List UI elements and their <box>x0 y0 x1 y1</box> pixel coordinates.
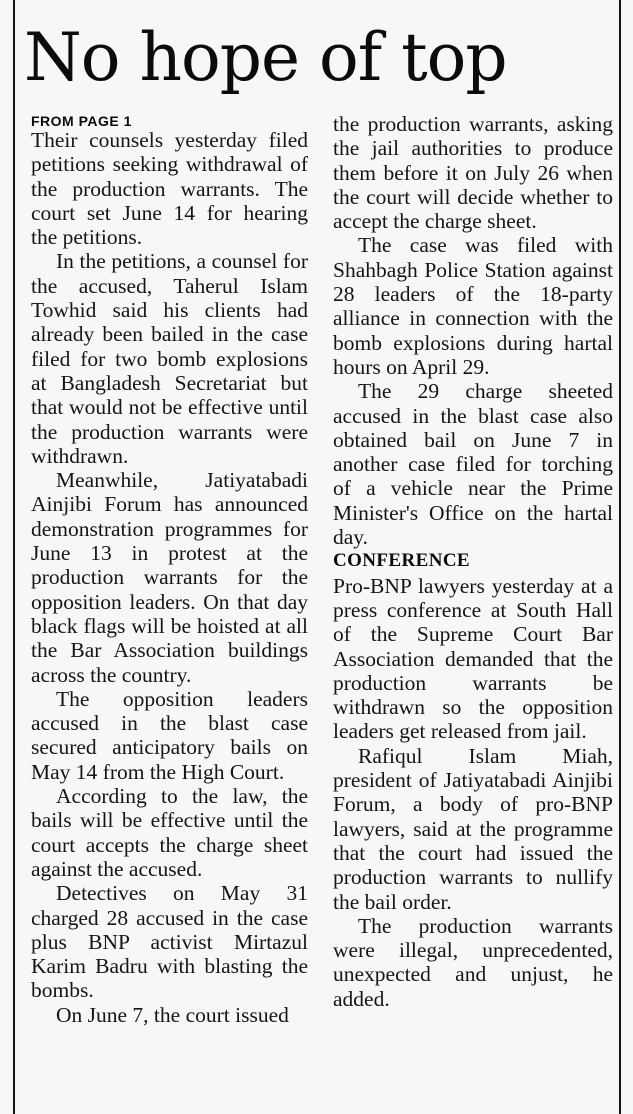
paragraph: Detectives on May 31 charged 28 accused in the case plus BNP activist Mirtazul Karim Badru with blasting the bombs. <box>31 881 308 1003</box>
right-column <box>333 112 613 1011</box>
paragraph: Meanwhile, Jatiyatabadi Ainjibi Forum has announced demonstration programmes for June 13 in protest at the production warrants for the opposition leaders. On that day black flags will be hoisted at all the Bar Association buildings across the country. <box>31 468 308 687</box>
paragraph: On June 7, the court issued <box>56 1002 289 1027</box>
paragraph: Rafiqul Islam Miah, president of Jatiyatabadi Ainjibi Forum, a body of pro-BNP lawyers, said at the programme that the court had issued the production warrants to nullify the bail order. <box>333 743 613 914</box>
left-border-rule <box>13 0 15 1114</box>
paragraph: According to the law, the bails will be effective until the court accepts the charge sheet against the accused. <box>31 784 308 881</box>
paragraph: The opposition leaders accused in the blast case secured anticipatory bails on May 14 from the High Court. <box>31 686 308 784</box>
paragraph: Pro-BNP lawyers yesterday at a press conference at South Hall of the Supreme Court Bar Association demanded that the production warrants be withdrawn so the opposition leaders get released from jail. <box>333 573 613 744</box>
left-column <box>31 112 308 1027</box>
right-border-rule <box>619 0 621 1114</box>
paragraph: The production warrants were illegal, unprecedented, unexpected and unjust, he added. <box>333 913 613 1011</box>
paragraph: The case was filed with Shahbagh Police Station against 28 leaders of the 18-party alliance in connection with the bomb explosions during hartal hours on April 29. <box>333 233 613 379</box>
paragraph: Their counsels yesterday filed petitions seeking withdrawal of the production warrants. The court set June 14 for hearing the petitions. <box>31 128 308 250</box>
kicker-from-page-1: FROM PAGE 1 <box>31 113 132 129</box>
paragraph: The 29 charge sheeted accused in the blast case also obtained bail on June 7 in another case filed for torching of a vehicle near the Prime Minister's Office on the hartal day. <box>333 379 613 550</box>
headline: No hope of top <box>24 19 507 96</box>
paragraph-continued: the production warrants, asking the jail authorities to produce them before it on July 26 when the court will decide whether to accept the charge sheet. <box>333 112 613 234</box>
paragraph: In the petitions, a counsel for the accused, Taherul Islam Towhid said his clients had already been bailed in the case filed for two bomb explosions at Bangladesh Secretariat but that would not be effective until the production warrants were withdrawn. <box>31 249 308 468</box>
subhead-conference: CONFERENCE <box>333 550 471 572</box>
